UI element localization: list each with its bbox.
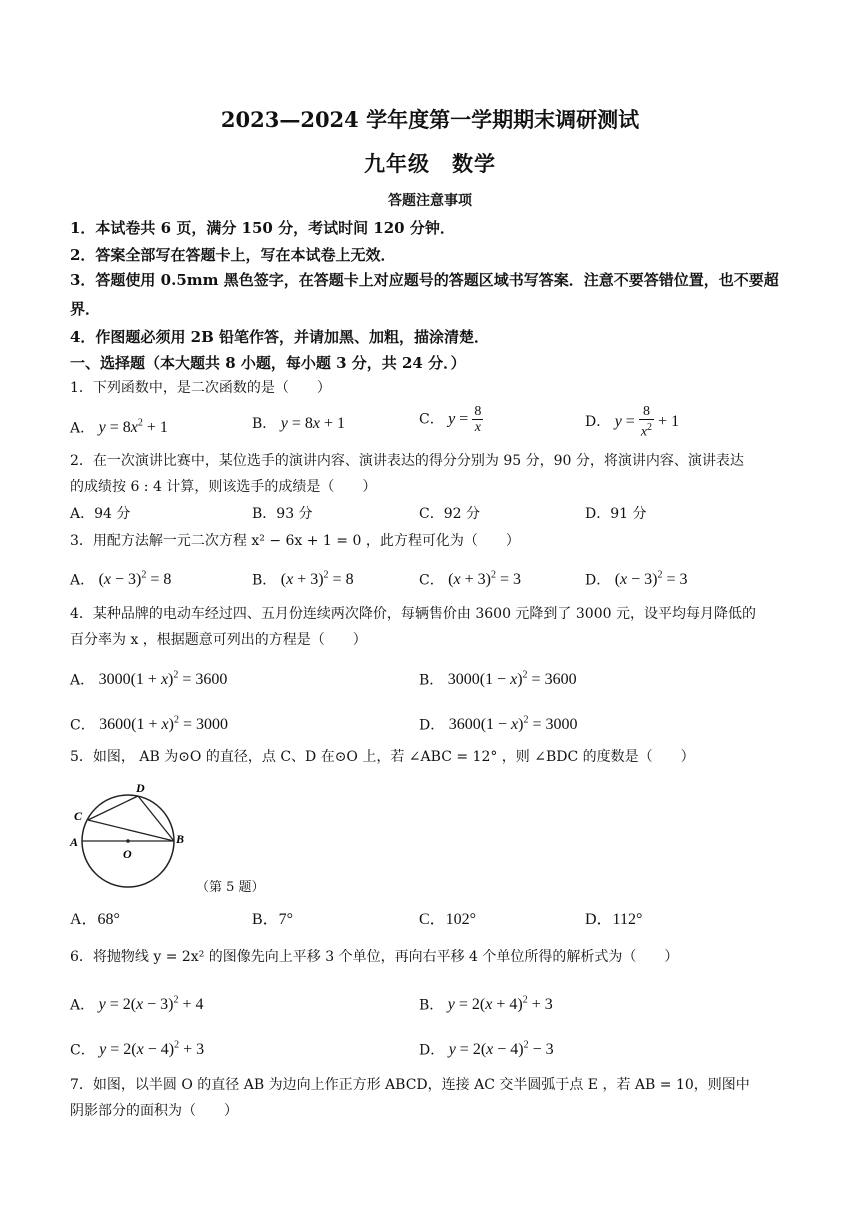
q2-option-b: B．93 分 xyxy=(252,506,313,522)
q3-option-d: D． $(x - 3)^2 = 3$ xyxy=(585,570,688,589)
label-d: D xyxy=(136,781,145,795)
q2-stem-line1: 2．在一次演讲比赛中，某位选手的演讲内容、演讲表达的得分分别为 95 分，90 分，将演讲内容、演讲表达 xyxy=(70,453,744,469)
q6-option-c: C． $y = 2(x - 4)^2 + 3$ xyxy=(70,1040,205,1059)
option-letter: A． xyxy=(70,997,95,1014)
option-letter: A． xyxy=(70,572,95,589)
section-heading: 一、选择题（本大题共 8 小题，每小题 3 分，共 24 分．） xyxy=(70,354,466,372)
q6-option-d: D． $y = 2(x - 4)^2 - 3$ xyxy=(419,1040,554,1059)
circle-figure xyxy=(68,780,188,888)
exam-title: 2023—2024 学年度第一学期期末调研测试 xyxy=(220,107,640,132)
q4-option-c: C． $3600(1 + x)^2 = 3000$ xyxy=(70,715,228,734)
label-b: B xyxy=(176,832,185,846)
notice-1: 1．本试卷共 6 页，满分 150 分，考试时间 120 分钟． xyxy=(70,219,455,237)
q2-option-c: C．92 分 xyxy=(419,506,480,522)
option-letter: C． xyxy=(419,572,444,589)
notice-3: 3．答题使用 0.5mm 黑色签字，在答题卡上对应题号的答题区域书写答案．注意不要答错位置，也不要超界． xyxy=(70,271,779,318)
q5-option-d: D．112° xyxy=(585,911,643,928)
q7-stem-line2: 阴影部分的面积为（ ） xyxy=(70,1103,238,1119)
q5-option-b: B．7° xyxy=(252,911,294,928)
option-letter: D． xyxy=(585,413,611,430)
q2-option-a: A．94 分 xyxy=(70,506,131,522)
q4-stem-line1: 4．某种品牌的电动车经过四、五月份连续两次降价，每辆售价由 3600 元降到了 3000 元，设平均每月降低的 xyxy=(70,606,756,622)
q3-option-a: A． $(x - 3)^2 = 8$ xyxy=(70,570,172,589)
q3-option-c: C． $(x + 3)^2 = 3$ xyxy=(419,570,521,589)
option-letter: B． xyxy=(252,416,277,432)
option-letter: B． xyxy=(252,572,277,589)
q1-option-d: D． y = $\frac{8}{x^2}$ + 1 xyxy=(585,404,680,440)
q5-option-a: A．68° xyxy=(70,911,120,928)
notice-4: 4．作图题必须用 2B 铅笔作答，并请加黑、加粗，描涂清楚． xyxy=(70,328,489,346)
q4-option-b: B． $3000(1 - x)^2 = 3600$ xyxy=(419,670,577,689)
option-letter: D． xyxy=(419,1042,445,1059)
q6-option-a: A． $y = 2(x - 3)^2 + 4$ xyxy=(70,995,204,1014)
center-point xyxy=(126,839,130,843)
option-letter: D． xyxy=(419,717,445,734)
label-a: A xyxy=(70,835,79,849)
q2-stem-line2: 的成绩按 6 : 4 计算，则该选手的成绩是（ ） xyxy=(70,479,377,495)
option-letter: B． xyxy=(419,997,444,1014)
exam-subtitle: 九年级 数学 xyxy=(364,151,496,176)
q3-option-b: B． $(x + 3)^2 = 8$ xyxy=(252,570,354,589)
q1-option-c: C． y = $\frac{8}{x}$ xyxy=(419,404,482,435)
option-letter: C． xyxy=(419,411,444,428)
label-o: O xyxy=(123,847,132,861)
q1-option-b: B． y = 8x + 1 xyxy=(252,415,346,432)
notice-heading: 答题注意事项 xyxy=(388,193,472,209)
option-letter: A． xyxy=(70,420,95,437)
option-letter: C． xyxy=(70,717,95,734)
notice-2: 2．答案全部写在答题卡上，写在本试卷上无效． xyxy=(70,246,396,264)
q6-stem: 6．将抛物线 y = 2x² 的图像先向上平移 3 个单位，再向右平移 4 个单位所得的解析式为（ ） xyxy=(70,949,679,965)
q5-stem: 5．如图， AB 为⊙O 的直径，点 C、D 在⊙O 上，若 ∠ABC = 12° ，则 ∠BDC 的度数是（ ） xyxy=(70,749,695,765)
chord-cb xyxy=(88,820,174,841)
figure-caption: （第 5 题） xyxy=(196,880,265,895)
q4-option-d: D． $3600(1 - x)^2 = 3000$ xyxy=(419,715,578,734)
q2-option-d: D．91 分 xyxy=(585,506,647,522)
q1-option-a: A． $y = 8x^2 + 1$ xyxy=(70,418,168,437)
q7-stem-line1: 7．如图，以半圆 O 的直径 AB 为边向上作正方形 ABCD，连接 AC 交半圆弧于点 E ，若 AB = 10，则图中 xyxy=(70,1077,750,1093)
q1-stem: 1．下列函数中，是二次函数的是（ ） xyxy=(70,380,331,396)
q6-option-b: B． $y = 2(x + 4)^2 + 3$ xyxy=(419,995,553,1014)
q3-stem: 3．用配方法解一元二次方程 x² − 6x + 1 = 0 ，此方程可化为（ ） xyxy=(70,533,520,549)
q5-option-c: C．102° xyxy=(419,911,477,928)
q4-stem-line2: 百分率为 x ，根据题意可列出的方程是（ ） xyxy=(70,632,367,648)
option-letter: C． xyxy=(70,1042,95,1059)
option-letter: D． xyxy=(585,572,611,589)
q4-option-a: A． $3000(1 + x)^2 = 3600$ xyxy=(70,670,228,689)
option-letter: B． xyxy=(419,672,444,689)
option-letter: A． xyxy=(70,672,95,689)
label-c: C xyxy=(74,809,83,823)
